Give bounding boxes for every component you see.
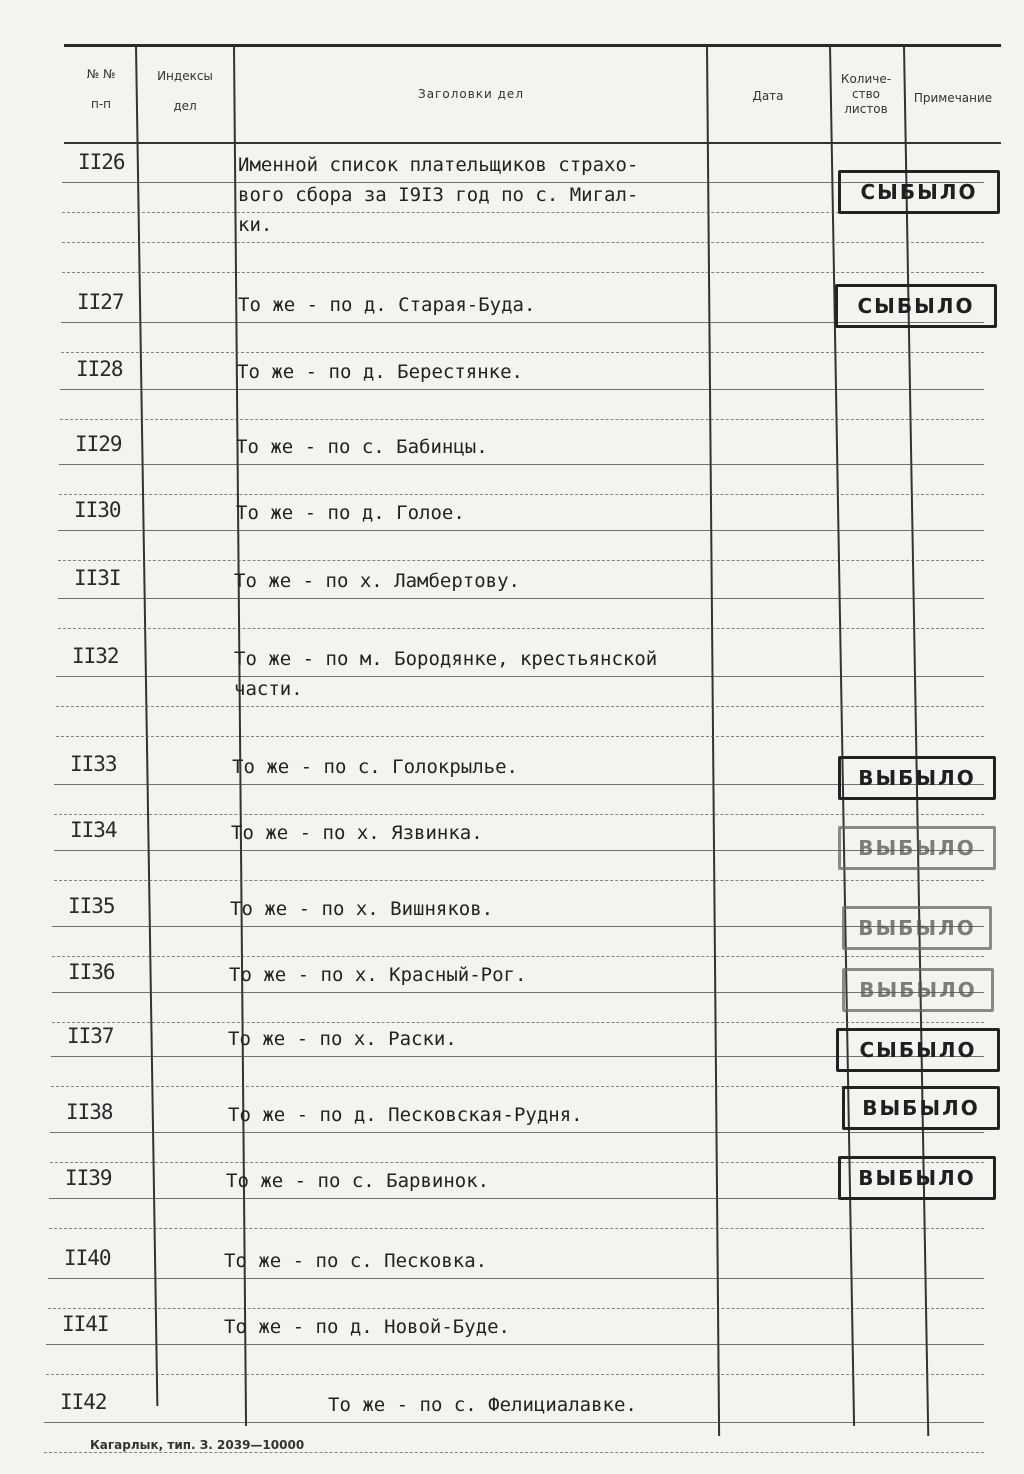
row-title-line: То же - по д. Берестянке. [237, 361, 523, 383]
row-number: II38 [66, 1100, 113, 1124]
row-guide-line [58, 560, 984, 562]
row-title-line: То же - по с. Песковка. [224, 1250, 488, 1272]
header-index-line2: дел [173, 99, 197, 113]
header-count-line2: ство [851, 87, 880, 101]
withdrawn-stamp: ВЫБЫЛО [842, 906, 992, 950]
row-guide-line [56, 706, 984, 708]
row-guide-line [58, 628, 984, 630]
row-title-line: ки. [238, 214, 273, 236]
row-title-line: То же - по д. Голое. [236, 502, 465, 524]
row-title-line: То же - по с. Бабинцы. [236, 436, 488, 458]
header-count-line1: Количе- [840, 72, 892, 86]
row-guide-line [58, 530, 984, 531]
withdrawn-stamp: ВЫБЫЛО [842, 1086, 1000, 1130]
row-guide-line [46, 1374, 984, 1376]
row-guide-line [56, 676, 984, 677]
row-guide-line [58, 598, 984, 599]
row-title-line: То же - по х. Вишняков. [230, 898, 494, 920]
row-guide-line [59, 494, 984, 496]
header-note: Примечание [913, 91, 993, 105]
row-title-line: части. [234, 678, 303, 700]
row-guide-line [44, 1422, 984, 1423]
row-guide-line [48, 1308, 984, 1310]
row-number: II29 [75, 432, 122, 456]
withdrawn-stamp: СЫБЫЛО [838, 170, 1000, 214]
header-date: Дата [752, 89, 784, 103]
row-guide-line [52, 956, 984, 958]
row-number: II3I [74, 566, 121, 590]
row-title-line: То же - по д. Старая-Буда. [238, 294, 536, 316]
header-num-line2: п-п [90, 97, 112, 111]
row-title-line: вого сбора за I9I3 год по с. Мигал- [238, 184, 639, 206]
row-title-line: То же - по х. Красный-Рог. [229, 964, 527, 986]
row-guide-line [56, 736, 984, 738]
header-num [68, 66, 134, 112]
row-number: II40 [64, 1246, 111, 1270]
row-title-line: То же - по с. Голокрылье. [232, 756, 518, 778]
row-guide-line [60, 389, 984, 390]
withdrawn-stamp: ВЫБЫЛО [838, 826, 996, 870]
withdrawn-stamp: СЫБЫЛО [835, 284, 997, 328]
header-num-line1: № № [86, 67, 116, 81]
row-title-line: То же - по х. Ламбертову. [234, 570, 520, 592]
row-title-line: То же - по х. Раски. [228, 1028, 457, 1050]
header-bottom-rule [64, 142, 1001, 144]
row-guide-line [48, 1278, 984, 1279]
header-index [140, 68, 230, 114]
row-title-line: То же - по с. Фелициалавке. [328, 1394, 637, 1416]
row-number: II36 [68, 960, 115, 984]
row-title-line: То же - по с. Барвинок. [226, 1170, 490, 1192]
row-number: II39 [65, 1166, 112, 1190]
row-guide-line [62, 272, 984, 274]
row-number: II34 [70, 818, 117, 842]
withdrawn-stamp: ВЫБЫЛО [838, 756, 996, 800]
row-number: II33 [70, 752, 117, 776]
row-guide-line [59, 464, 984, 465]
row-guide-line [52, 1022, 984, 1024]
row-guide-line [50, 1132, 984, 1133]
row-guide-line [44, 1452, 984, 1454]
row-title-line: То же - по м. Бородянке, крестьянской [234, 648, 658, 670]
withdrawn-stamp: СЫБЫЛО [836, 1028, 1000, 1072]
column-rule-num [135, 46, 158, 1406]
row-guide-line [62, 242, 984, 244]
row-number: II28 [76, 357, 123, 381]
row-title-line: То же - по д. Новой-Буде. [224, 1316, 510, 1338]
row-guide-line [46, 1344, 984, 1345]
row-guide-line [61, 352, 984, 354]
row-number: II4I [62, 1312, 109, 1336]
row-guide-line [54, 880, 984, 882]
row-title-line: То же - по д. Песковская-Рудня. [228, 1104, 583, 1126]
row-number: II26 [78, 150, 125, 174]
row-guide-line [49, 1228, 984, 1230]
row-guide-line [54, 814, 984, 816]
row-title-line: Именной список плательщиков страхо- [238, 154, 639, 176]
row-guide-line [60, 419, 984, 421]
row-number: II35 [68, 894, 115, 918]
withdrawn-stamp: ВЫБЫЛО [842, 968, 994, 1012]
row-number: II32 [72, 644, 119, 668]
row-number: II27 [77, 290, 124, 314]
printer-footer: Кагарлык, тип. З. 2039—10000 [90, 1438, 305, 1452]
header-count-line3: листов [844, 102, 888, 116]
header-count [830, 72, 902, 117]
withdrawn-stamp: ВЫБЫЛО [838, 1156, 996, 1200]
top-rule [64, 44, 1001, 47]
row-title-line: То же - по х. Язвинка. [231, 822, 483, 844]
row-number: II42 [60, 1390, 107, 1414]
header-index-line1: Индексы [157, 69, 213, 83]
header-title: Заголовки дел [418, 87, 524, 101]
row-number: II30 [74, 498, 121, 522]
row-number: II37 [67, 1024, 114, 1048]
